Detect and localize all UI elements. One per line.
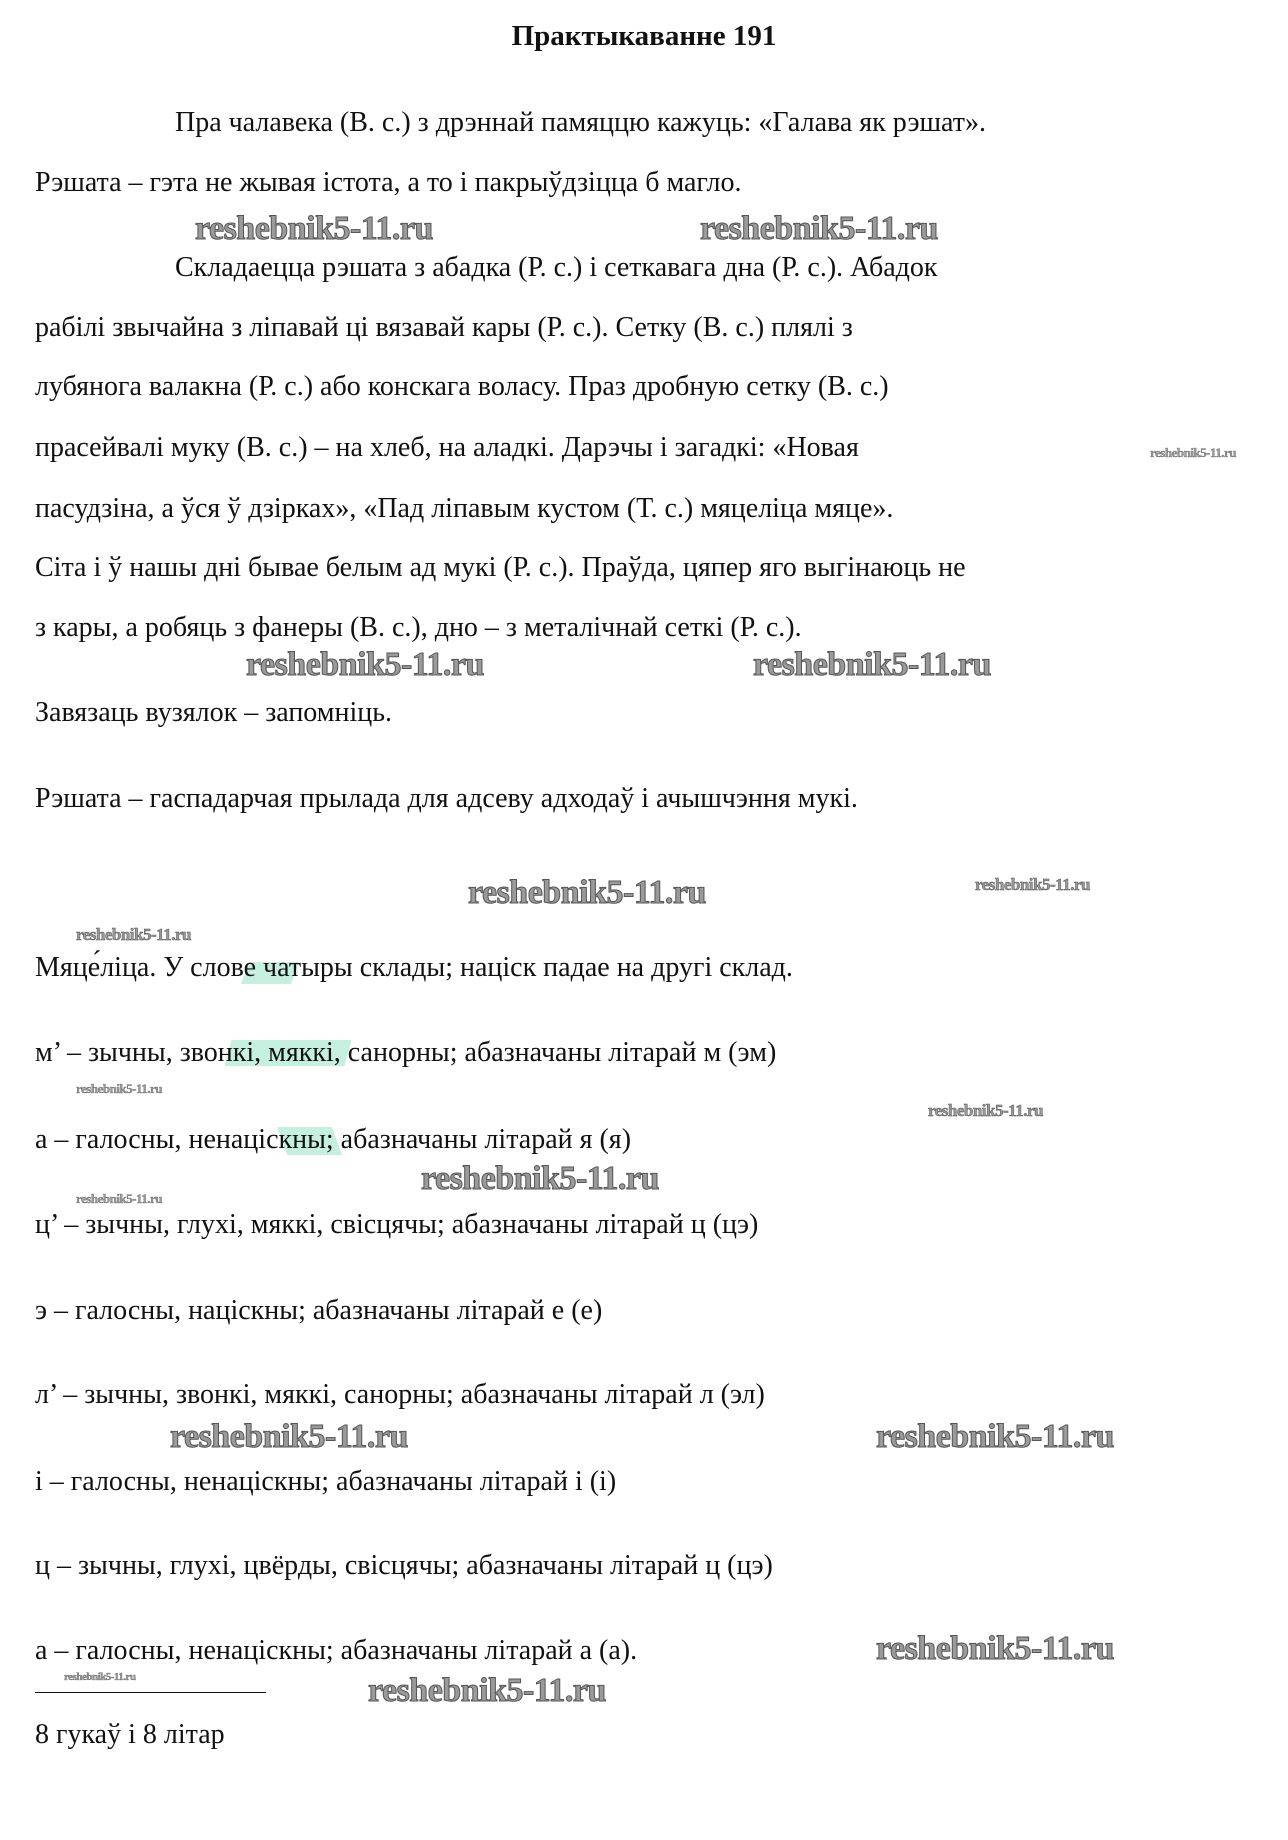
sound-line: м’ – зычны, звонкі, мяккі, санорны; абазначаны літарай м (эм) [35,1037,777,1068]
sound-line: л’ – зычны, звонкі, мяккі, санорны; абазначаны літарай л (эл) [35,1379,765,1410]
watermark: reshebnik5-11.ru [876,1418,1114,1455]
paragraph-line: прасейвалі муку (В. с.) – на хлеб, на аладкі. Дарэчы і загадкі: «Новая [35,432,859,463]
watermark: reshebnik5-11.ru [76,1081,163,1096]
paragraph-line: Складаецца рэшата з абадка (Р. с.) і сеткавага дна (Р. с.). Абадок [175,252,938,283]
watermark: reshebnik5-11.ru [975,875,1090,894]
paragraph-line: з кары, а робяць з фанеры (В. с.), дно – з металічнай сеткі (Р. с.). [35,612,802,643]
summary-line: 8 гукаў і 8 літар [35,1719,225,1750]
watermark: reshebnik5-11.ru [195,210,433,247]
watermark: reshebnik5-11.ru [468,874,706,911]
watermark: reshebnik5-11.ru [700,210,938,247]
paragraph-line: Завязаць вузялок – запомніць. [35,697,393,728]
paragraph-line: Сіта і ў нашы дні бывае белым ад мукі (Р. с.). Праўда, цяпер яго выгінаюць не [35,552,966,583]
page-title: Практыкаванне 191 [511,20,777,52]
sound-line: а – галосны, ненаціскны; абазначаны літарай а (а). [35,1635,638,1666]
paragraph-line: Рэшата – гэта не жывая істота, а то і пакрыўдзіцца б магло. [35,167,742,198]
watermark: reshebnik5-11.ru [64,1671,136,1683]
divider-line [35,1692,266,1693]
sound-line: і – галосны, ненаціскны; абазначаны літарай і (і) [35,1466,617,1497]
watermark: reshebnik5-11.ru [876,1630,1114,1667]
watermark: reshebnik5-11.ru [928,1101,1043,1120]
watermark: reshebnik5-11.ru [1150,445,1237,460]
watermark: reshebnik5-11.ru [76,925,191,944]
watermark: reshebnik5-11.ru [368,1672,606,1709]
paragraph-line: лубянога валакна (Р. с.) або конскага воласу. Праз дробную сетку (В. с.) [35,371,889,402]
paragraph-line: рабілі звычайна з ліпавай ці вязавай кары (Р. с.). Сетку (В. с.) плялі з [35,312,853,343]
sound-line: а – галосны, ненаціскны; абазначаны літарай я (я) [35,1124,632,1155]
paragraph-line: Рэшата – гаспадарчая прылада для адсеву адходаў і ачышчэння мукі. [35,783,858,814]
watermark: reshebnik5-11.ru [753,646,991,683]
watermark: reshebnik5-11.ru [421,1160,659,1197]
watermark: reshebnik5-11.ru [246,646,484,683]
sound-line: ц’ – зычны, глухі, мяккі, свісцячы; абазначаны літарай ц (цэ) [35,1209,759,1240]
sound-line: э – галосны, націскны; абазначаны літарай е (е) [35,1295,603,1326]
sound-line: ц – зычны, глухі, цвёрды, свісцячы; абазначаны літарай ц (цэ) [35,1550,773,1581]
watermark: reshebnik5-11.ru [170,1418,408,1455]
paragraph-line: пасудзіна, а ўся ў дзірках», «Пад ліпавым кустом (Т. с.) мяцеліца мяце». [35,493,894,524]
phonetic-heading: Мяце́ліца. У слове чатыры склады; націск падае на другі склад. [35,952,793,983]
paragraph-line: Пра чалавека (В. с.) з дрэннай памяццю кажуць: «Галава як рэшат». [175,107,986,138]
watermark: reshebnik5-11.ru [76,1191,163,1206]
